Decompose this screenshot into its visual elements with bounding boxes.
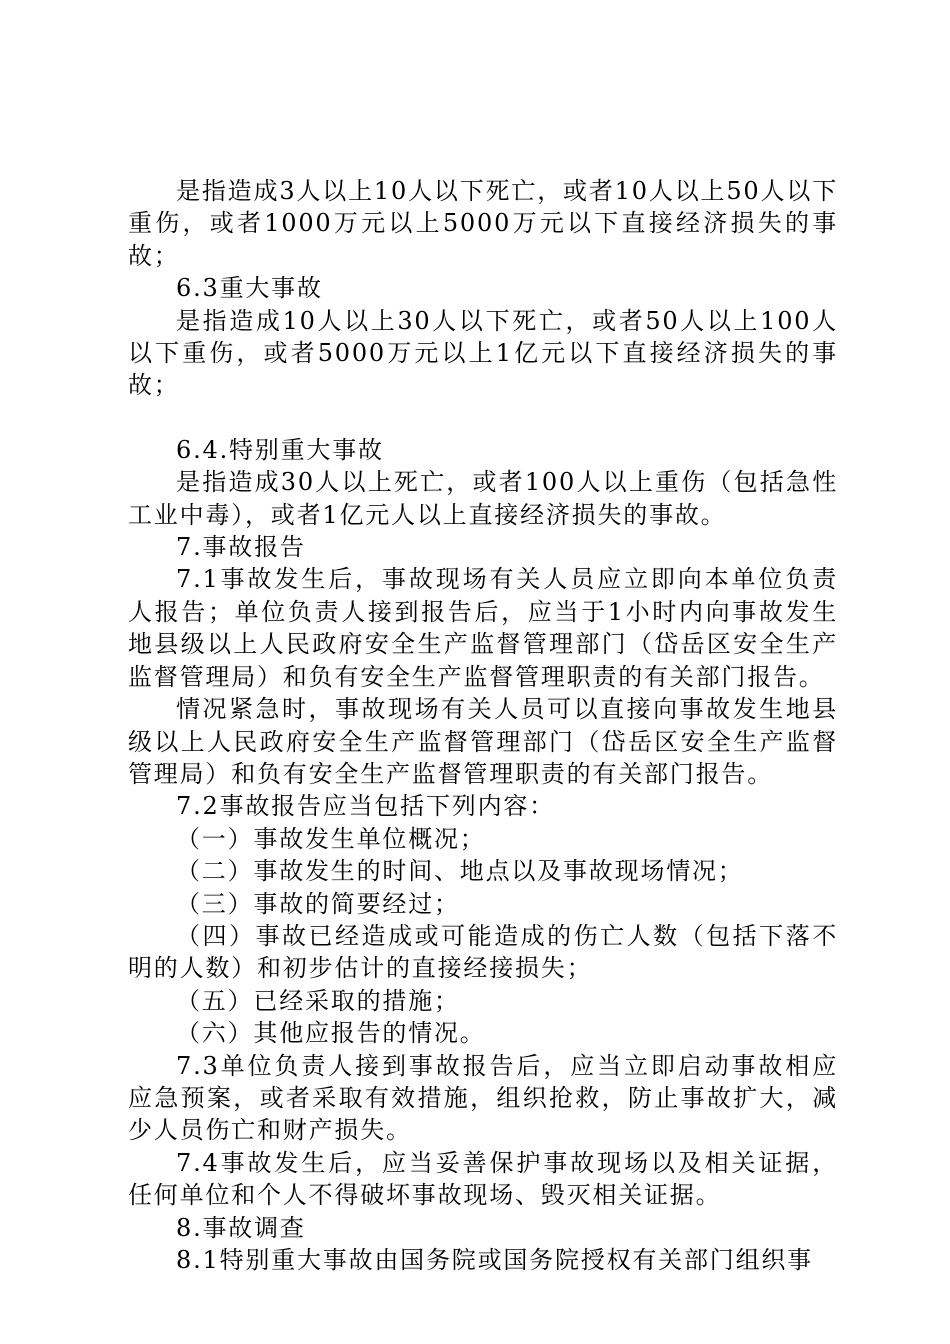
list-item-3: （三）事故的简要经过； [176,889,460,918]
paragraph-emergency-report: 情况紧急时，事故现场有关人员可以直接向事故发生地县级以上人民政府安全生产监督管理部门（岱岳区安全生产监督管理局）和负有安全生产监督管理职责的有关部门报告。 [128,695,838,788]
document-body [128,175,838,1276]
paragraph-major-accident-definition: 是指造成3人以上10人以下死亡，或者10人以上50人以下重伤，或者1000万元以上5000万元以下直接经济损失的事故； [128,177,838,270]
heading-8-accident-investigation: 8.事故调查 [176,1213,306,1242]
heading-6-4-especially-serious-accident: 6.4.特别重大事故 [176,435,384,464]
blank-line [128,402,838,434]
paragraph-especially-serious-definition: 是指造成30人以上死亡，或者100人以上重伤（包括急性工业中毒），或者1亿元人以上直接经济损失的事故。 [128,468,838,529]
paragraph-7-1: 7.1事故发生后，事故现场有关人员应立即向本单位负责人报告；单位负责人接到报告后，应当于1小时内向事故发生地县级以上人民政府安全生产监督管理部门（岱岳区安全生产监督管理局）和负有安全生产监督管理职责的有关部门报告。 [128,565,838,691]
list-item-4: （四）事故已经造成或可能造成的伤亡人数（包括下落不明的人数）和初步估计的直接经接损失； [128,921,838,983]
paragraph-7-2: 7.2事故报告应当包括下列内容： [176,792,555,821]
paragraph-serious-accident-definition: 是指造成10人以上30人以下死亡，或者50人以上100人以下重伤，或者5000万元以上1亿元以下直接经济损失的事故； [128,306,838,400]
paragraph-7-4: 7.4事故发生后，应当妥善保护事故现场以及相关证据，任何单位和个人不得破坏事故现场、毁灭相关证据。 [128,1148,838,1210]
paragraph-7-3: 7.3单位负责人接到事故报告后，应当立即启动事故相应应急预案，或者采取有效措施，组织抢救，防止事故扩大，减少人员伤亡和财产损失。 [128,1051,838,1145]
list-item-1: （一）事故发生单位概况； [176,824,486,853]
paragraph-8-1: 8.1特别重大事故由国务院或国务院授权有关部门组织事 [176,1246,813,1274]
list-item-2: （二）事故发生的时间、地点以及事故现场情况； [176,857,744,886]
heading-7-accident-report: 7.事故报告 [176,533,306,562]
list-item-6: （六）其他应报告的情况。 [176,1019,486,1048]
list-item-5: （五）已经采取的措施； [176,986,460,1015]
heading-6-3-serious-accident: 6.3重大事故 [176,274,323,303]
